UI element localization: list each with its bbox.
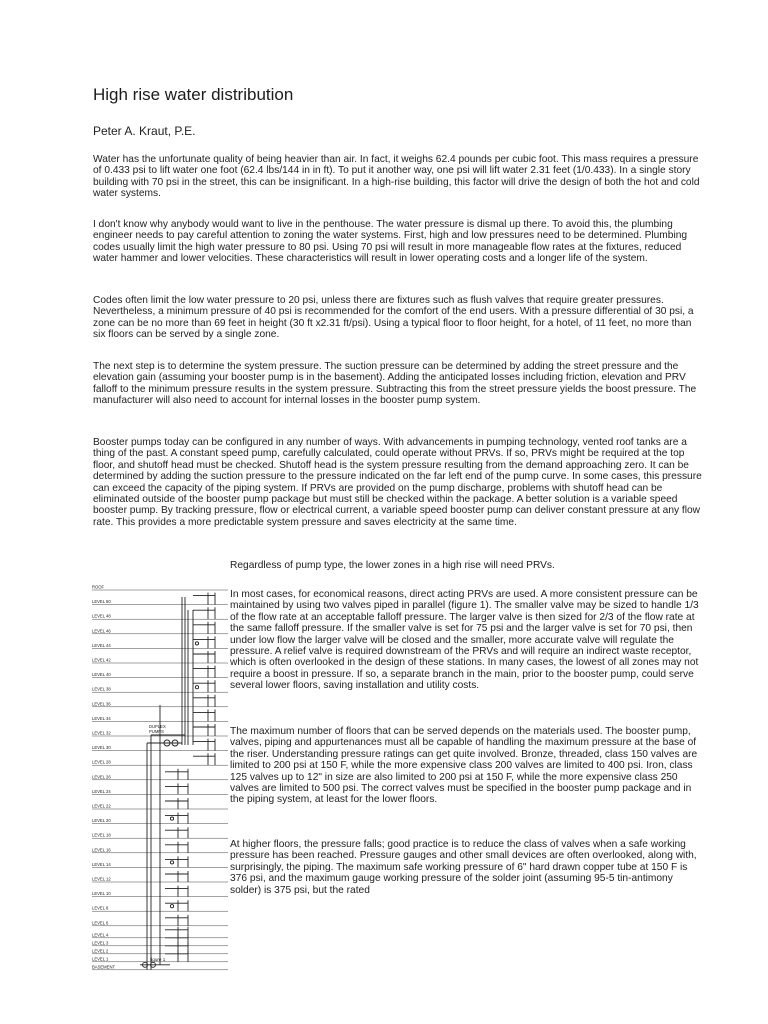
level-label: LEVEL 24 [92, 788, 111, 794]
paragraph-system-pressure: The next step is to determine the system pressure. The suction pressure can be determined by adding the street pressure and the elevation gain (assuming your booster pump is in the basement). Adding the anticipated losses including friction, elevation and PRV falloff to the minimum pressure results in the system pressure. Subtracting this from the street pressure yields the boost pressure. The manufacturer will also need to account for internal losses in the booster pump system. [93, 361, 697, 407]
paragraph-booster-pumps: Booster pumps today can be configured in any number of ways. With advancements in pumping technology, vented roof tanks are a thing of the past. A constant speed pump, carefully calculated, could operate without PRVs. If so, PRVs might be required at the top floor, and shutoff head must be checked. Shutoff head is the system pressure resulting from the demand approaching zero. It can be determined by adding the suction pressure to the pressure indicated on the far left end of the pump curve. In some cases, this pressure can exceed the capacity of the piping system. If PRVs are provided on the pump discharge, problems with shutoff head can be eliminated outside of the booster pump package but must still be checked within the package. A better solution is a variable speed booster pump. By tracking pressure, flow or electrical current, a variable speed booster pump can deliver constant pressure at any flow rate. This provides a more predictable system pressure and saves electricity at the same time. [93, 437, 702, 528]
level-label: LEVEL 2 [92, 948, 109, 954]
document-title: High rise water distribution [93, 85, 294, 104]
level-label: LEVEL 8 [92, 905, 109, 911]
prv-valve [170, 861, 173, 864]
level-label: LEVEL 42 [92, 657, 111, 663]
level-label: LEVEL 14 [92, 861, 111, 867]
figure-caption: figure 1 [150, 957, 166, 962]
level-label: LEVEL 30 [92, 745, 111, 751]
level-label: LEVEL 18 [92, 832, 111, 838]
paragraph-parallel-valves: In most cases, for economical reasons, direct acting PRVs are used. A more consistent pressure can be maintained by using two valves piped in parallel (figure 1). The smaller valve may be sized to handle 1/3 of the flow rate at an acceptable falloff pressure. The larger valve is then sized for 2/3 of the flow rate at the same falloff pressure. If the smaller valve is set for 75 psi and the larger valve is set for 70 psi, then under low flow the larger valve will be closed and the smaller, more accurate valve will regulate the pressure. A relief valve is required downstream of the PRVs and will require an indirect waste receptor, which is often overlooked in the design of these stations. In many cases, the lowest of all zones may not require a boost in pressure. If so, a separate branch in the main, prior to the booster pump, could serve several lower floors, saving installation and utility costs. [230, 589, 699, 692]
level-label: LEVEL 44 [92, 642, 111, 648]
level-label: LEVEL 38 [92, 686, 111, 692]
prv-valve [170, 817, 173, 820]
prv-valve [170, 905, 173, 908]
level-label: LEVEL 40 [92, 672, 111, 678]
level-label: LEVEL 3 [92, 940, 109, 946]
riser-piping [140, 593, 215, 970]
level-label: LEVEL 20 [92, 818, 111, 824]
level-label: LEVEL 16 [92, 847, 111, 853]
level-label: LEVEL 10 [92, 891, 111, 897]
level-label: LEVEL 6 [92, 920, 109, 926]
level-label: BASEMENT [92, 964, 116, 970]
level-label: LEVEL 22 [92, 803, 111, 809]
document-author: Peter A. Kraut, P.E. [93, 124, 196, 138]
riser-diagram-figure [90, 584, 230, 970]
paragraph-higher-floors: At higher floors, the pressure falls; good practice is to reduce the class of valves when a safe working pressure has been reached. Pressure gauges and other small devices are often overlooked, along with, surprisingly, the piping. The maximum safe working pressure of 6" hard drawn copper tube at 150 F is 376 psi, and the maximum gauge working pressure of the solder joint (assuming 95-5 tin-antimony solder) is 375 psi, but the rated [230, 839, 697, 896]
prv-valve [195, 642, 198, 645]
level-label: LEVEL 36 [92, 701, 111, 707]
level-label: LEVEL 26 [92, 774, 111, 780]
level-label: LEVEL 50 [92, 599, 111, 605]
paragraph-penthouse: I don't know why anybody would want to live in the penthouse. The water pressure is dismal up there. To avoid this, the plumbing engineer needs to pay careful attention to zoning the water systems. First, high and low pressures need to be determined. Plumbing codes usually limit the high water pressure to 80 psi. Using 70 psi will result in more manageable flow rates at the fixtures, reduced water hammer and lower velocities. These characteristics will result in lower operating costs and a longer life of the system. [93, 219, 688, 265]
paragraph-prv-lead: Regardless of pump type, the lower zones in a high rise will need PRVs. [230, 560, 555, 571]
prv-valve [195, 686, 198, 689]
paragraph-low-pressure: Codes often limit the low water pressure to 20 psi, unless there are fixtures such as flush valves that require greater pressures. Nevertheless, a minimum pressure of 40 psi is recommended for the comfort of the end users. With a pressure differential of 30 psi, a zone can be no more than 69 feet in height (30 ft x2.31 ft/psi). Using a typical floor to floor height, for a hotel, of 11 feet, no more than six floors can be served by a single zone. [93, 295, 694, 341]
level-label: LEVEL 34 [92, 715, 111, 721]
level-label: LEVEL 28 [92, 759, 111, 765]
duplex-pumps-label-1: DUPLEX [149, 724, 166, 729]
duplex-pumps-label-2: PUMPS [149, 729, 164, 734]
level-label: LEVEL 32 [92, 730, 111, 736]
paragraph-intro: Water has the unfortunate quality of being heavier than air. In fact, it weighs 62.4 pounds per cubic foot. This mass requires a pressure of 0.433 psi to lift water one foot (62.4 lbs/144 in in ft). To put it another way, one psi will lift water 2.31 feet (1/0.433). In a single story building with 70 psi in the street, this can be insignificant. In a high-rise building, this factor will drive the design of both the hot and cold water systems. [93, 154, 700, 200]
level-label: LEVEL 12 [92, 876, 111, 882]
paragraph-floor-limits: The maximum number of floors that can be served depends on the materials used. The booster pump, valves, piping and appurtenances must all be capable of handling the maximum pressure at the base of the riser. Understanding pressure ratings can get quite involved. Bronze, threaded, class 150 valves are limited to 200 psi at 150 F, while the more expensive class 200 valves are limited to 400 psi. Iron, class 125 valves up to 12" in size are also limited to 200 psi at 150 F, while the more expensive class 250 valves are limited to 500 psi. The correct valves must be specified in the booster pump package and in the piping system, at least for the lower floors. [230, 726, 698, 806]
level-label: LEVEL 4 [92, 932, 109, 938]
level-label: LEVEL 46 [92, 628, 111, 634]
level-label: LEVEL 48 [92, 613, 111, 619]
level-label: LEVEL 1 [92, 956, 109, 962]
level-label: ROOF [92, 584, 105, 590]
